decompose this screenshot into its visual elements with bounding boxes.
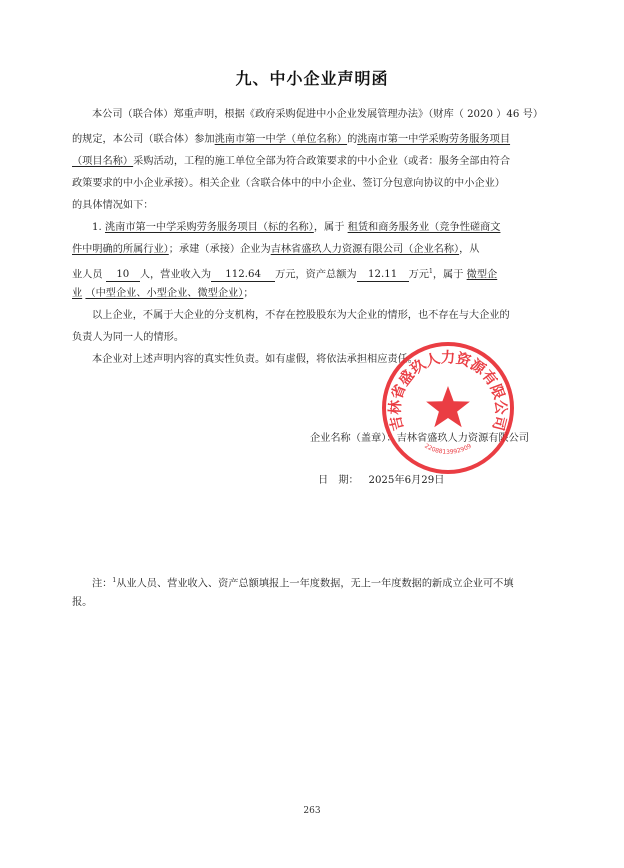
item-text: ，属于 bbox=[313, 222, 345, 233]
industry-tail: 件中明确的所属行业） bbox=[72, 244, 169, 255]
footnote-ref: 1 bbox=[429, 268, 433, 275]
footnote-line-1 bbox=[92, 574, 514, 591]
intro-text: 采购活动，工程的施工单位全部为符合政策要求的中小企业（或者：服务全部由符合 bbox=[133, 156, 511, 167]
employees-value: 10 bbox=[106, 269, 140, 282]
bid-name: 洮南市第一中学采购劳务服务项目（标的名称） bbox=[104, 222, 314, 233]
employees-label: 业人员 bbox=[72, 269, 103, 281]
footnote-mark: 1 bbox=[112, 577, 117, 584]
signature-company-label: 企业名称（盖章）： bbox=[310, 433, 397, 444]
revenue-label: 人，营业收入为 bbox=[139, 269, 212, 281]
page-title: 九、中小企业声明函 bbox=[235, 69, 389, 88]
para-2-line-1: 以上企业，不属于大企业的分支机构，不存在控股股东为大企业的情形，也不存在与大企业的 bbox=[92, 310, 510, 321]
para-2-line-2: 负责人为同一人的情形。 bbox=[72, 332, 185, 343]
enterprise-type-tail: 业 bbox=[72, 288, 83, 299]
footnote-label: 注： bbox=[92, 578, 113, 590]
company-seal bbox=[380, 340, 516, 476]
company-name: 吉林省盛玖人力资源有限公司（企业名称） bbox=[270, 244, 460, 255]
signature-date bbox=[318, 474, 444, 488]
seal-code bbox=[423, 443, 473, 456]
item-text: ，从 bbox=[459, 244, 480, 255]
page-number: 263 bbox=[303, 806, 321, 816]
signature-date-value: 2025年6月29日 bbox=[368, 475, 445, 486]
project-name-tail: （项目名称） bbox=[72, 156, 134, 167]
revenue-value: 112.64 bbox=[211, 269, 275, 282]
item-line-4 bbox=[72, 287, 254, 301]
item-number: 1. bbox=[92, 222, 102, 233]
intro-line-3 bbox=[72, 155, 510, 169]
intro-line-5: 的具体情况如下： bbox=[72, 200, 154, 211]
seal-code-path: 2208813992909 bbox=[423, 442, 473, 456]
signature-company-name: 吉林省盛玖人力资源有限公司 bbox=[396, 433, 530, 444]
intro-line-1: 本公司（联合体）郑重声明，根据《政府采购促进中小企业发展管理办法》（财库（ 2020 ）46 号） bbox=[92, 109, 544, 120]
assets-unit: 万元 bbox=[408, 269, 429, 281]
footnote-line-2: 报。 bbox=[72, 597, 93, 608]
footnote-text: 从业人员、营业收入、资产总额填报上一年度数据，无上一年度数据的新成立企业可不填 bbox=[116, 578, 514, 590]
item-line-3 bbox=[72, 265, 497, 282]
assets-value: 12.11 bbox=[357, 269, 409, 282]
item-line-1 bbox=[92, 221, 500, 235]
intro-text: 的 bbox=[347, 134, 358, 145]
unit-name: 洮南市第一中学（单位名称） bbox=[214, 134, 348, 145]
seal-text-path: 吉林省盛玖人力资源有限公司 bbox=[387, 350, 509, 433]
item-line-2 bbox=[72, 243, 480, 257]
industry: 租赁和商务服务业（竞争性磋商文 bbox=[347, 222, 501, 233]
project-name: 洮南市第一中学采购劳务服务项目 bbox=[357, 134, 511, 145]
enterprise-type: 微型企 bbox=[466, 269, 498, 281]
intro-line-4: 政策要求的中小企业承接）。相关企业（含联合体中的中小企业、签订分包意向协议的中小企业） bbox=[72, 178, 505, 189]
item-text: ； bbox=[243, 288, 254, 299]
intro-text: 的规定，本公司（联合体）参加 bbox=[72, 134, 215, 145]
type-label: ，属于 bbox=[432, 269, 464, 281]
assets-label: 万元，资产总额为 bbox=[275, 269, 357, 281]
item-text: ；承建（承接）企业为 bbox=[168, 244, 271, 255]
seal-star-icon bbox=[426, 386, 470, 427]
signature-date-label: 日 期： bbox=[318, 475, 359, 486]
intro-line-2 bbox=[72, 133, 510, 147]
type-options: （中型企业、小型企业、微型企业） bbox=[85, 288, 244, 299]
para-3: 本企业对上述声明内容的真实性负责。如有虚假，将依法承担相应责任。 bbox=[92, 354, 418, 365]
